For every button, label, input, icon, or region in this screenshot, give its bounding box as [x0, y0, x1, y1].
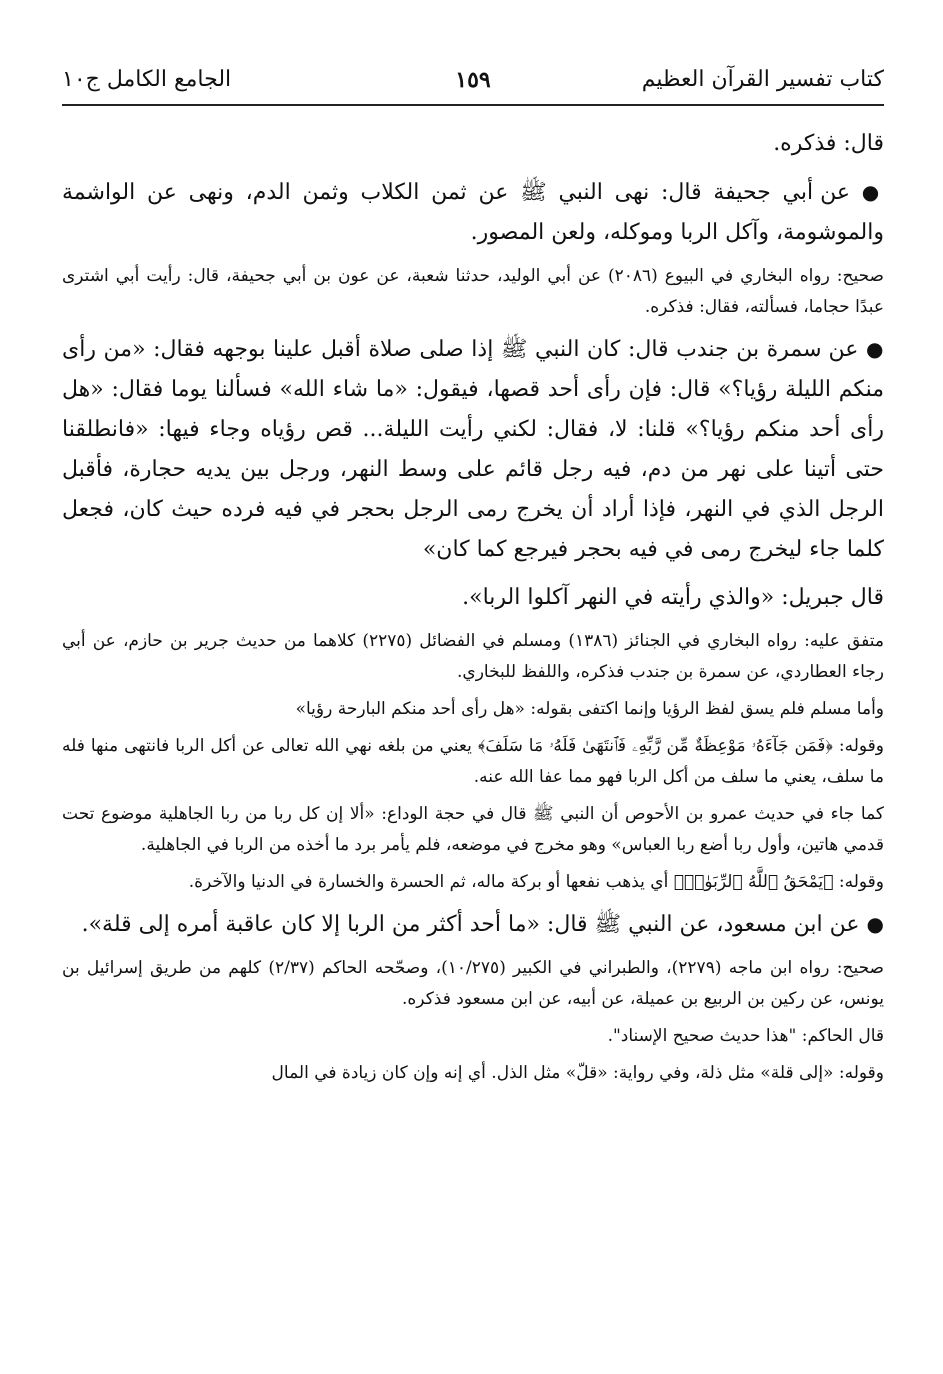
- commentary-note: وأما مسلم فلم يسق لفظ الرؤيا وإنما اكتفى بقوله: «هل رأى أحد منكم البارحة رؤيا»: [295, 699, 884, 719]
- header-divider: [62, 104, 884, 106]
- bullet-icon: ●: [861, 180, 884, 204]
- commentary-note: وقوله: «إلى قلة» مثل ذلة، وفي رواية: «قلّ» مثل الذل. أي إنه وإن كان زيادة في المال: [271, 1063, 884, 1083]
- volume-label: الجامع الكامل ج١٠: [62, 67, 232, 92]
- book-title: كتاب تفسير القرآن العظيم: [641, 67, 884, 92]
- bullet-icon: ●: [865, 337, 884, 361]
- takhrij-note: متفق عليه: رواه البخاري في الجنائز (١٣٨٦) ومسلم في الفضائل (٢٢٧٥) كلاهما من حديث جرير بن حازم، عن أبي رجاء العطاردي، عن سمرة بن جندب فذكره، واللفظ للبخاري.: [62, 631, 884, 682]
- bullet-icon: ●: [866, 912, 884, 936]
- page-header: [62, 62, 884, 102]
- takhrij-note: صحيح: رواه ابن ماجه (٢٢٧٩)، والطبراني في الكبير (١٠/٢٧٥)، وصحّحه الحاكم (٢/٣٧) كلهم من طريق إسرائيل بن يونس، عن ركين بن الربيع بن عميلة، عن أبيه، عن ابن مسعود فذكره.: [62, 958, 884, 1009]
- hadith-paragraph: ● عن ابن مسعود، عن النبي ﷺ قال: «ما أحد أكثر من الربا إلا كان عاقبة أمره إلى قلة».: [81, 912, 884, 937]
- commentary-note: وقوله: ﴿فَمَن جَآءَهُۥ مَوْعِظَةٌ مِّن رَّبِّهِۦ فَٱنتَهَىٰ فَلَهُۥ مَا سَلَفَ﴾ يعني من بلغه نهي الله تعالى عن أكل الربا فانتهى منها فله ما سلف، يعني ما سلف من أكل الربا فهو مما عفا الله عنه.: [62, 736, 884, 787]
- takhrij-note: صحيح: رواه البخاري في البيوع (٢٠٨٦) عن أبي الوليد، حدثنا شعبة، عن عون بن أبي جحيفة، قال: رأيت أبي اشترى عبدًا حجاما، فسألته، فقال: فذكره.: [62, 266, 884, 317]
- page-number: ١٥٩: [455, 67, 491, 93]
- hadith-paragraph: ● عن سمرة بن جندب قال: كان النبي ﷺ إذا صلى صلاة أقبل علينا بوجهه فقال: «من رأى منكم الليلة رؤيا؟» قال: فإن رأى أحد قصها، فيقول: «ما شاء الله» فسألنا يوما فقال: «هل رأى أحد منكم رؤيا؟» قلنا: لا، فقال: لكني رأيت الليلة... قص رؤياه وجاء فيها: «فانطلقنا حتى أتينا على نهر من دم، فيه رجل قائم على وسط النهر، ورجل بين يديه حجارة، فأقبل الرجل الذي في النهر، فإذا أراد أن يخرج رمى الرجل بحجر في فيه فرده حيث كان، فجعل كلما جاء ليخرج رمى في فيه بحجر فيرجع كما كان»: [62, 337, 884, 562]
- commentary-note: قال الحاكم: "هذا حديث صحيح الإسناد".: [607, 1026, 884, 1046]
- narration-line: قال: فذكره.: [773, 131, 884, 156]
- narration-line: قال جبريل: «والذي رأيته في النهر آكلوا الربا».: [462, 585, 884, 610]
- commentary-note: كما جاء في حديث عمرو بن الأحوص أن النبي ﷺ قال في حجة الوداع: «ألا إن كل ربا من ربا الجاهلية موضوع تحت قدمي هاتين، وأول ربا أضع ربا العباس» وهو مخرج في موضعه، فلم يأمر برد ما أخذه من الربا في الجاهلية.: [62, 804, 884, 855]
- page-body: [62, 124, 884, 1095]
- hadith-paragraph: ● عن أبي جحيفة قال: نهى النبي ﷺ عن ثمن الكلاب وثمن الدم، ونهى عن الواشمة والموشومة، وآكل الربا وموكله، ولعن المصور.: [62, 180, 884, 245]
- commentary-note: وقوله: ﴿يَمْحَقُ ٱللَّهُ ٱلرِّبَوٰا۟﴾ أي يذهب نفعها أو بركة ماله، ثم الحسرة والخسارة في الدنيا والآخرة.: [188, 872, 884, 892]
